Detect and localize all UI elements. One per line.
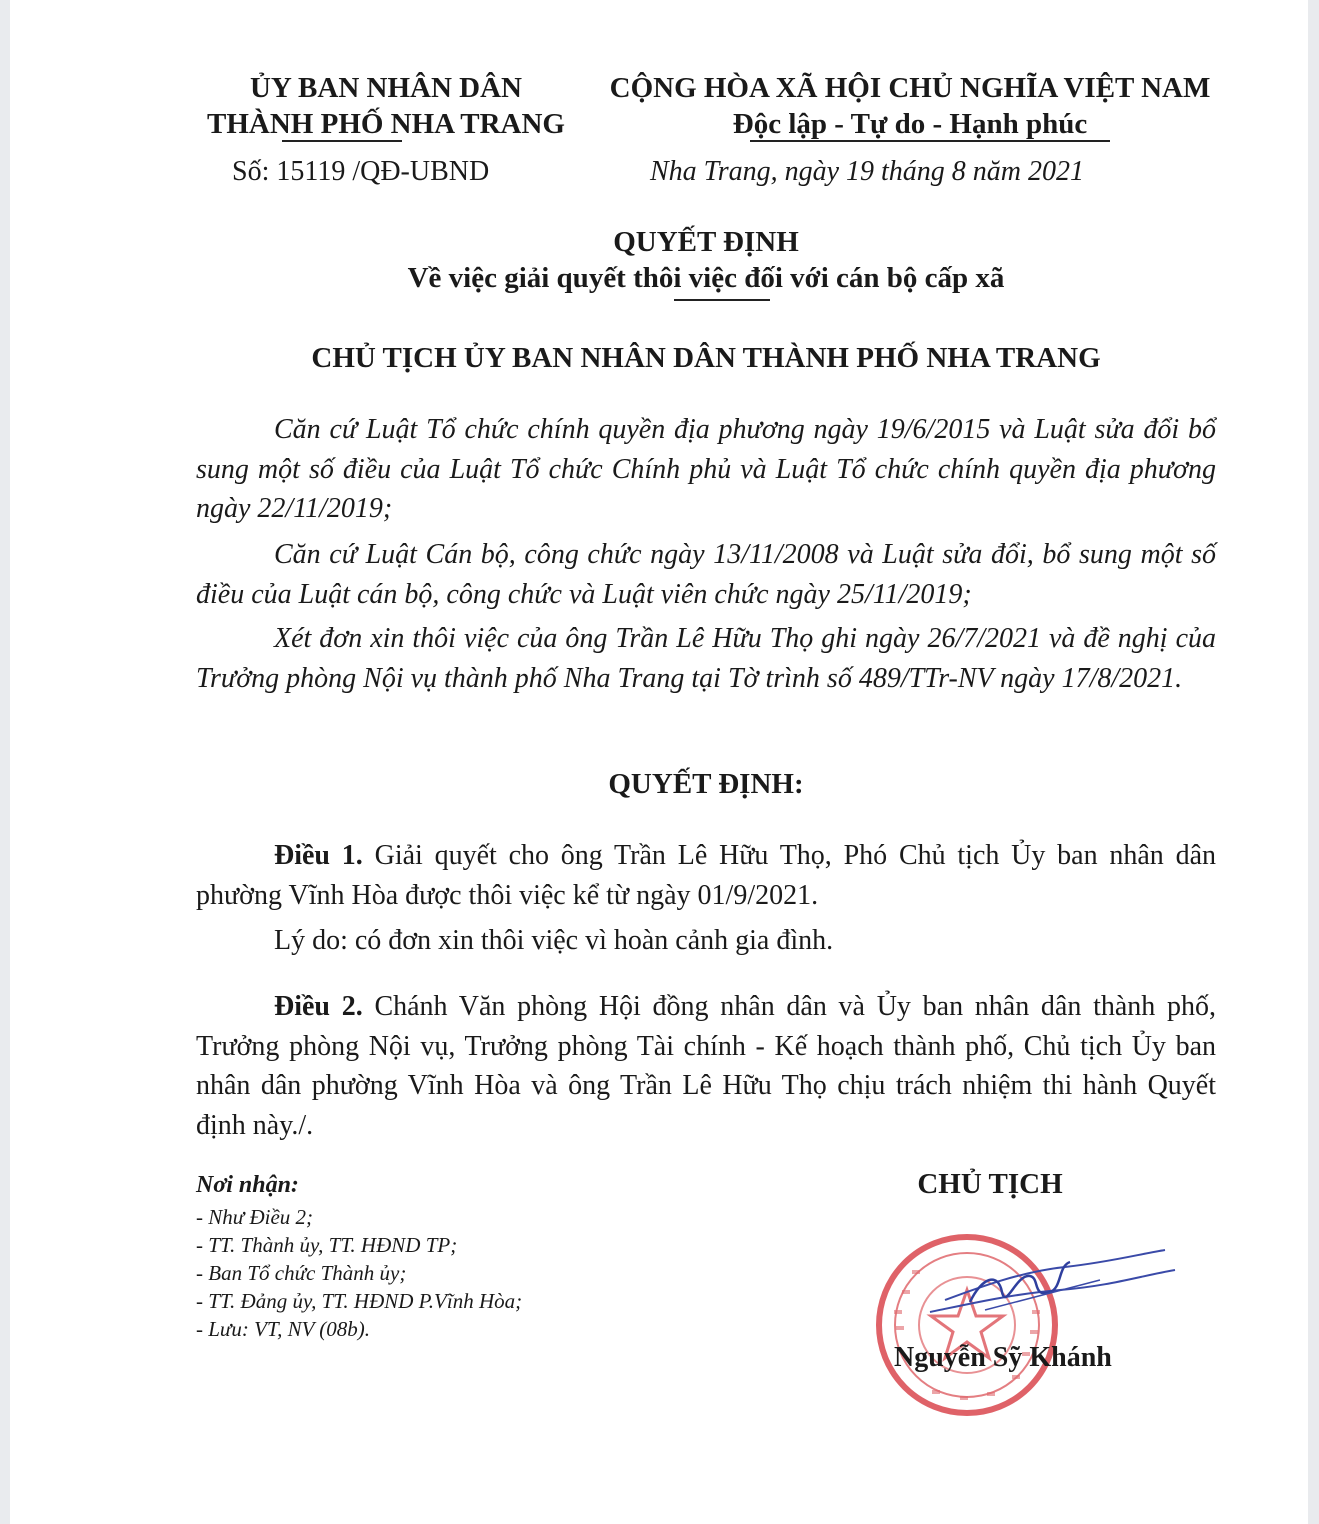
place-date: Nha Trang, ngày 19 tháng 8 năm 2021 [650,156,1085,187]
recipient-item: - Ban Tổ chức Thành ủy; [196,1261,407,1285]
article-1-reason: Lý do: có đơn xin thôi việc vì hoàn cảnh gia đình. [274,925,834,956]
recipient-item: - TT. Đảng ủy, TT. HĐND P.Vĩnh Hòa; [196,1289,523,1313]
article-1 [196,836,1216,915]
recipient-item: - Như Điều 2; [196,1205,314,1229]
document-number: Số: 15119 /QĐ-UBND [232,156,490,187]
issuer-underline [282,140,402,142]
title-underline [674,299,770,301]
recipients-heading: Nơi nhận: [196,1172,299,1198]
recipient-item: - Lưu: VT, NV (08b). [196,1317,371,1341]
national-title: CỘNG HÒA XÃ HỘI CHỦ NGHĨA VIỆT NAM [609,72,1211,104]
legal-basis-1: Căn cứ Luật Tổ chức chính quyền địa phương ngày 19/6/2015 và Luật sửa đổi bổ sung một số điều của Luật Tổ chức Chính phủ và Luật Tổ chức chính quyền địa phương ngày 22/11/2019; [196,414,1216,524]
article-1-text: Giải quyết cho ông Trần Lê Hữu Thọ, Phó Chủ tịch Ủy ban nhân dân phường Vĩnh Hòa được thôi việc kể từ ngày 01/9/2021. [196,840,1217,911]
signer-name: Nguyễn Sỹ Khánh [894,1342,1112,1373]
national-motto: Độc lập - Tự do - Hạnh phúc [732,108,1088,140]
recipient-item: - TT. Thành ủy, TT. HĐND TP; [196,1233,458,1257]
signer-title: CHỦ TỊCH [917,1168,1063,1200]
article-1-label: Điều 1. [274,840,363,871]
decision-subject: Về việc giải quyết thôi việc đối với cán bộ cấp xã [407,262,1005,294]
article-2 [196,987,1216,1145]
legal-basis-2: Căn cứ Luật Cán bộ, công chức ngày 13/11/2008 và Luật sửa đổi, bổ sung một số điều của Luật cán bộ, công chức và Luật viên chức ngày 25/11/2019; [196,539,1216,610]
article-2-text: Chánh Văn phòng Hội đồng nhân dân và Ủy ban nhân dân thành phố, Trưởng phòng Nội vụ, Trưởng phòng Tài chính - Kế hoạch thành phố, Chủ tịch Ủy ban nhân dân phường Vĩnh Hòa và ông Trần Lê Hữu Thọ chịu trách nhiệm thi hành Quyết định này./. [196,991,1216,1141]
decision-title: QUYẾT ĐỊNH [613,226,799,258]
decides-heading: QUYẾT ĐỊNH: [608,768,804,800]
motto-underline [750,140,1110,142]
issuer-line-1: ỦY BAN NHÂN DÂN [249,72,522,104]
handwritten-signature-image [890,1232,1180,1342]
legal-basis-3: Xét đơn xin thôi việc của ông Trần Lê Hữu Thọ ghi ngày 26/7/2021 và đề nghị của Trưởng phòng Nội vụ thành phố Nha Trang tại Tờ trình số 489/TTr-NV ngày 17/8/2021. [196,623,1216,694]
issuer-line-2: THÀNH PHỐ NHA TRANG [207,108,565,140]
authority-heading: CHỦ TỊCH ỦY BAN NHÂN DÂN THÀNH PHỐ NHA TRANG [311,342,1101,374]
article-2-label: Điều 2. [274,991,363,1022]
document-page [10,0,1308,1524]
